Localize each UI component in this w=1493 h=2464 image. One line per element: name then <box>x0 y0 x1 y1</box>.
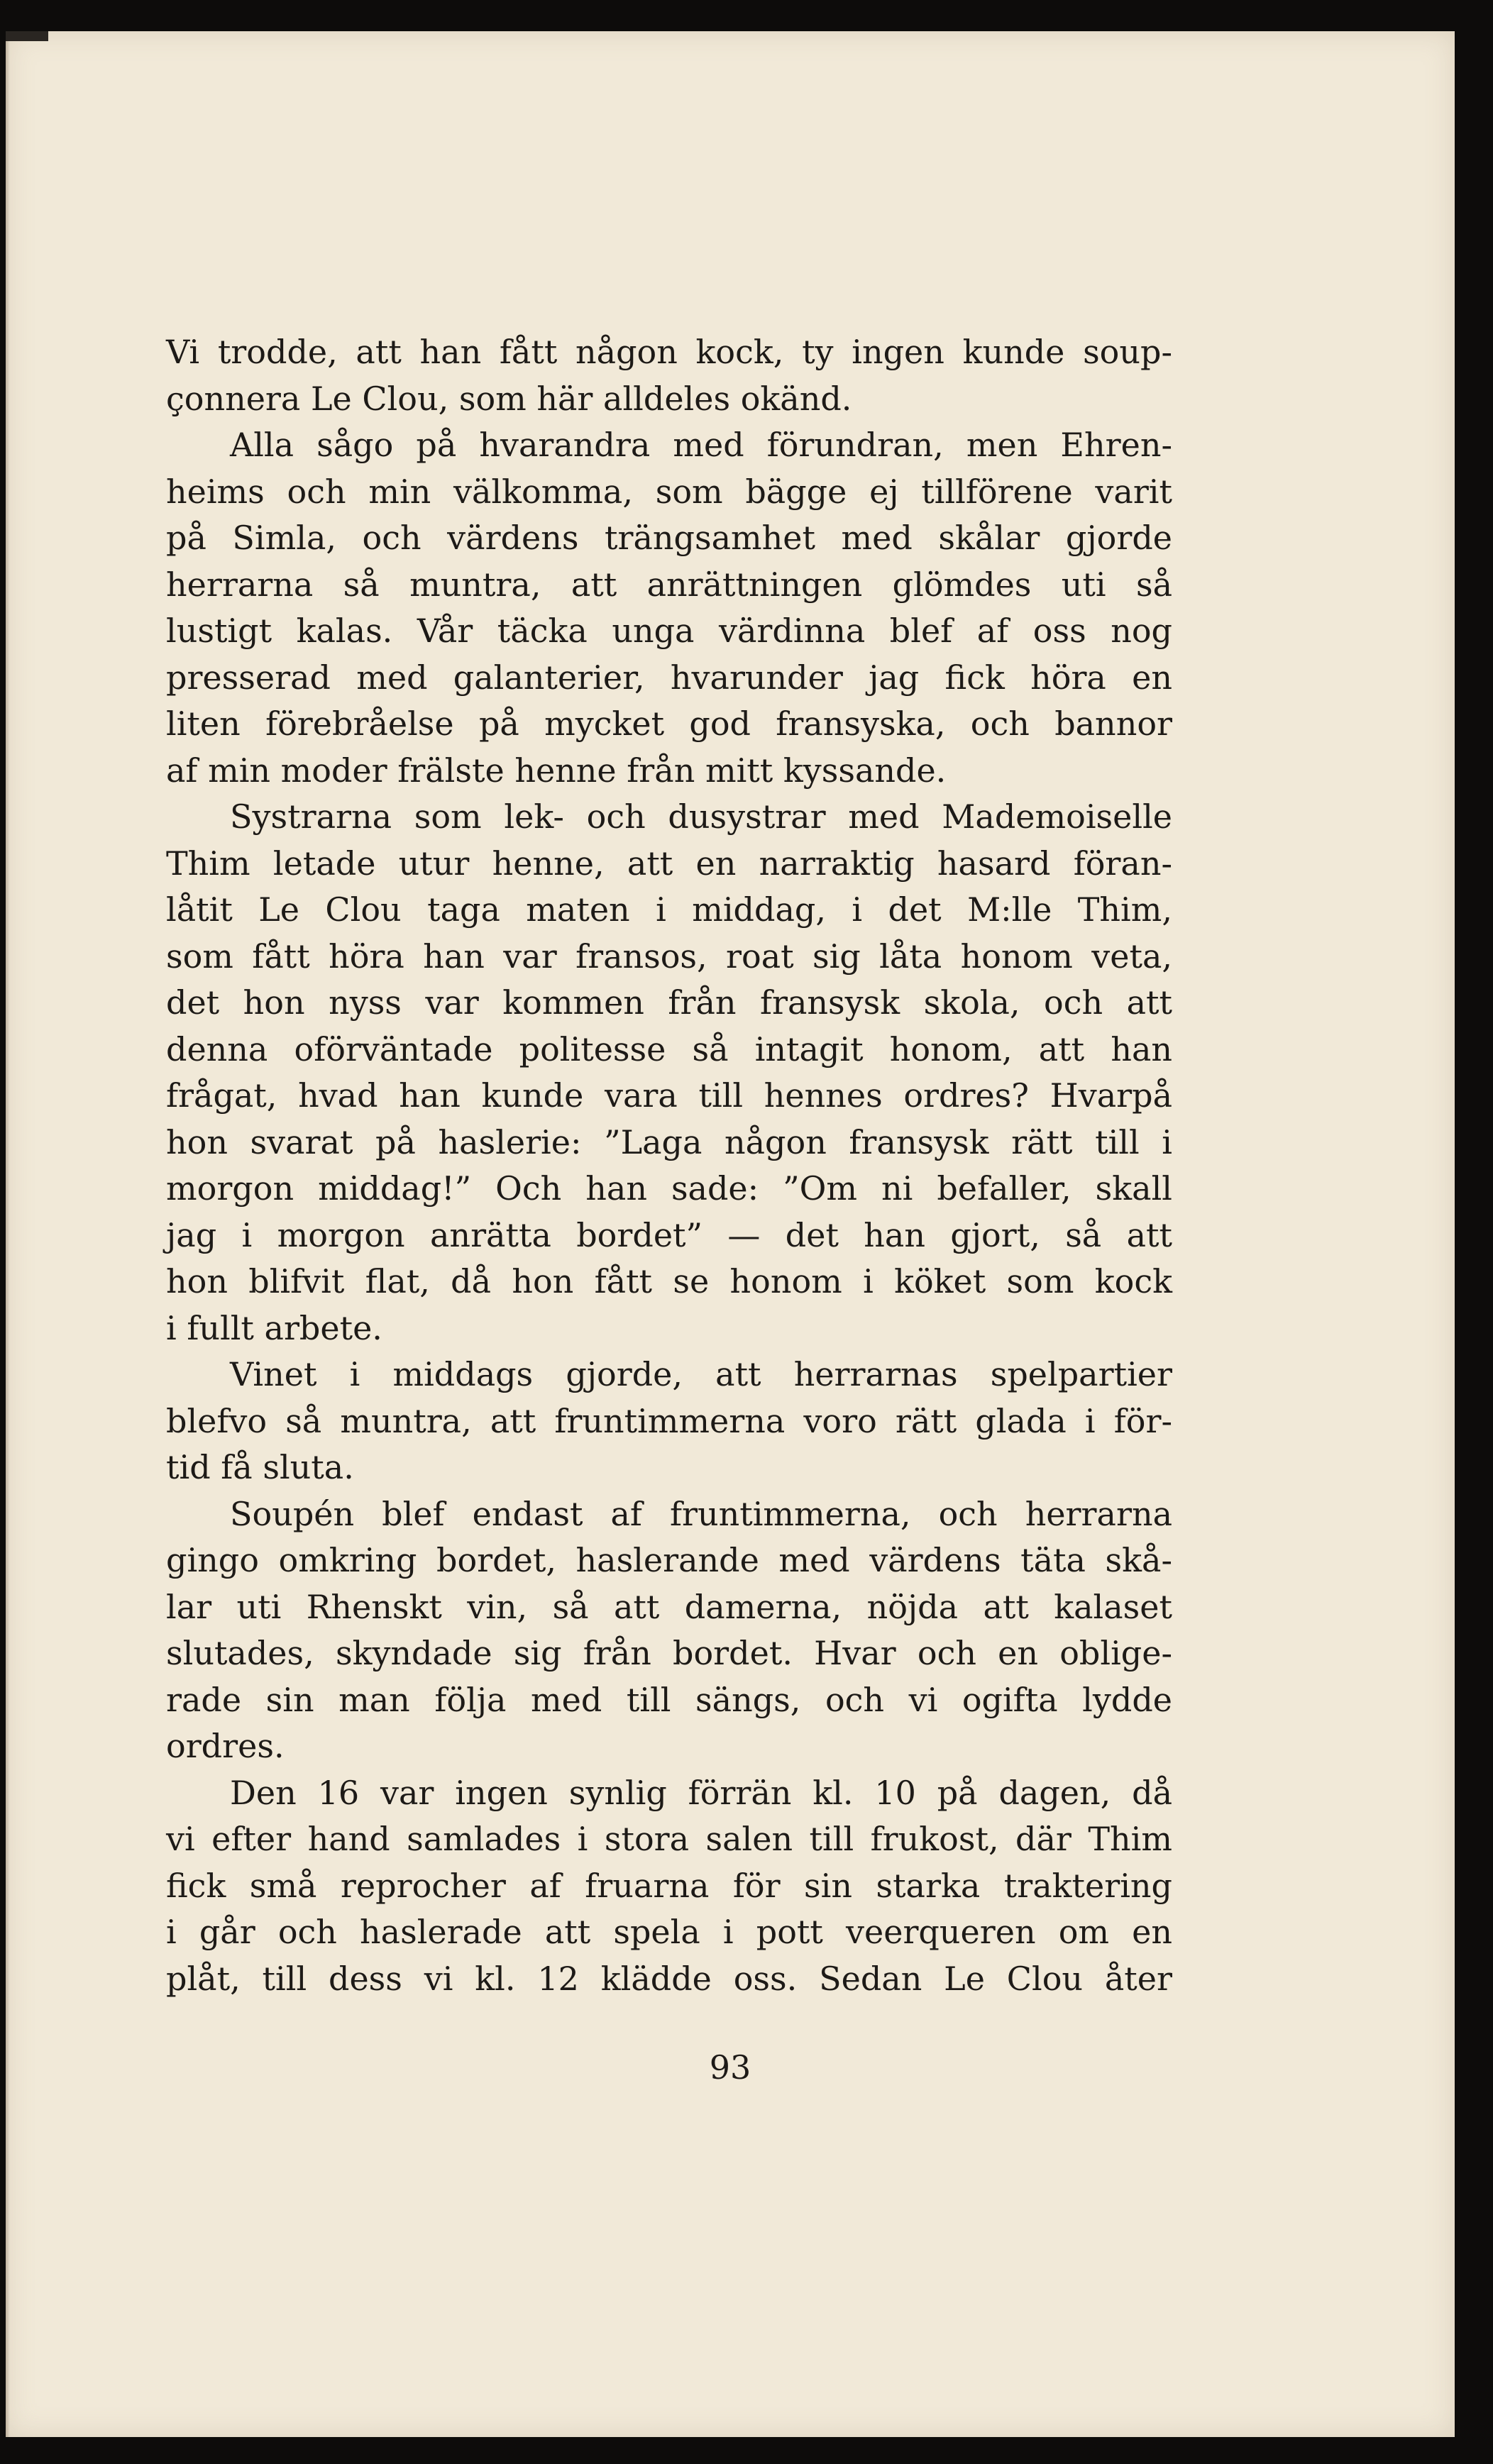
text-line: frågat, hvad han kunde vara till hennes ordres? Hvarpå <box>166 1076 1172 1115</box>
text-line: lar uti Rhenskt vin, så att damerna, nöjda att kalaset <box>166 1587 1172 1626</box>
body-text <box>166 329 1172 2002</box>
text-line: som fått höra han var fransos, roat sig låta honom veta, <box>166 937 1172 976</box>
text-line: Systrarna som lek- och dusystrar med Mademoiselle <box>230 797 1172 836</box>
text-line: fick små reprocher af fruarna för sin starka traktering <box>166 1866 1172 1905</box>
text-line: liten förebråelse på mycket god fransyska, och bannor <box>166 705 1172 743</box>
text-line: ordres. <box>166 1727 285 1765</box>
text-line: på Simla, och värdens trängsamhet med skålar gjorde <box>166 519 1172 557</box>
text-line: morgon middag!” Och han sade: ”Om ni befaller, skall <box>166 1169 1172 1208</box>
text-line: Vi trodde, att han fått någon kock, ty ingen kunde soup- <box>166 333 1172 371</box>
text-line: hon svarat på haslerie: ”Laga någon fransysk rätt till i <box>166 1122 1172 1161</box>
text-line: Den 16 var ingen synlig förrän kl. 10 på dagen, då <box>230 1773 1172 1812</box>
text-line: det hon nyss var kommen från fransysk skola, och att <box>166 983 1172 1022</box>
text-line: denna oförväntade politesse så intagit honom, att han <box>166 1029 1172 1068</box>
text-line: tid få sluta. <box>166 1448 354 1486</box>
text-line: gingo omkring bordet, haslerande med värdens täta skå- <box>166 1541 1172 1579</box>
text-line: lustigt kalas. Vår täcka unga värdinna blef af oss nog <box>166 612 1172 650</box>
text-line: plåt, till dess vi kl. 12 klädde oss. Sedan Le Clou åter <box>166 1959 1172 1998</box>
text-line: heims och min välkomma, som bägge ej tillförene varit <box>166 472 1172 511</box>
text-line: Alla sågo på hvarandra med förundran, men Ehren- <box>230 426 1172 464</box>
text-line: Thim letade utur henne, att en narraktig hasard föran- <box>166 844 1172 883</box>
text-line: låtit Le Clou taga maten i middag, i det M:lle Thim, <box>166 890 1172 929</box>
text-line: i går och haslerade att spela i pott veerqueren om en <box>166 1913 1172 1951</box>
text-line: vi efter hand samlades i stora salen till frukost, där Thim <box>166 1820 1172 1858</box>
text-line: jag i morgon anrätta bordet” — det han gjort, så att <box>166 1215 1172 1254</box>
book-page <box>6 31 1455 2437</box>
text-line: slutades, skyndade sig från bordet. Hvar och en oblige- <box>166 1634 1172 1672</box>
text-line: presserad med galanterier, hvarunder jag fick höra en <box>166 658 1172 697</box>
text-line: herrarna så muntra, att anrättningen glömdes uti så <box>166 565 1172 604</box>
text-line: i fullt arbete. <box>166 1308 382 1347</box>
text-line: Vinet i middags gjorde, att herrarnas spelpartier <box>230 1355 1172 1393</box>
text-line: rade sin man följa med till sängs, och vi ogifta lydde <box>166 1680 1172 1719</box>
text-line: çonnera Le Clou, som här alldeles okänd. <box>166 379 852 418</box>
text-line: blefvo så muntra, att fruntimmerna voro rätt glada i för- <box>166 1401 1172 1440</box>
page-number: 93 <box>709 2048 751 2087</box>
text-line: Soupén blef endast af fruntimmerna, och herrarna <box>230 1494 1172 1533</box>
page-corner-shadow <box>6 31 48 41</box>
text-line: af min moder frälste henne från mitt kyssande. <box>166 751 947 790</box>
text-line: hon blifvit flat, då hon fått se honom i köket som kock <box>166 1262 1172 1300</box>
